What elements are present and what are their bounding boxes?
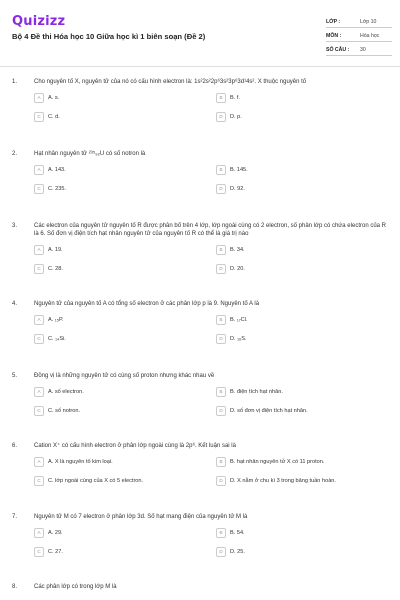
option-letter-box: A [34, 387, 44, 397]
answer-option-c[interactable] [34, 110, 210, 123]
option-letter-box: B [216, 245, 226, 255]
option-text: A. 19. [48, 246, 63, 253]
option-letter-box: C [34, 264, 44, 274]
worksheet-meta [326, 14, 392, 56]
answer-option-c[interactable] [34, 474, 210, 487]
option-letter-box: A [34, 528, 44, 538]
option-letter-box: D [216, 112, 226, 122]
question-number: 2. [12, 151, 18, 157]
meta-value: Hóa học [360, 33, 380, 39]
meta-row-class [326, 14, 392, 28]
meta-row-subject [326, 28, 392, 42]
meta-label: SỐ CÂU : [326, 47, 350, 53]
option-text: C. 27. [48, 548, 63, 555]
answer-option-b[interactable] [216, 526, 392, 539]
option-letter-box: C [34, 547, 44, 557]
answer-option-a[interactable] [34, 455, 210, 468]
header-divider [0, 66, 400, 67]
option-letter-box: D [216, 264, 226, 274]
meta-label: MÔN : [326, 33, 342, 39]
option-letter-box: B [216, 528, 226, 538]
answer-option-a[interactable] [34, 91, 210, 104]
answer-option-a[interactable] [34, 163, 210, 176]
question [0, 513, 400, 583]
meta-row-count [326, 42, 392, 56]
option-letter-box: B [216, 457, 226, 467]
option-letter-box: C [34, 406, 44, 416]
question-text: Các phân lớp có trong lớp M là [34, 584, 117, 590]
question-list [0, 78, 400, 600]
option-letter-box: C [34, 476, 44, 486]
option-text: A. số electron. [48, 388, 84, 395]
option-text: A. 143. [48, 166, 66, 173]
option-text: D. 25. [230, 548, 245, 555]
question-number: 6. [12, 443, 18, 449]
option-text: C. số notron. [48, 407, 81, 414]
question [0, 442, 400, 513]
answer-option-c[interactable] [34, 404, 210, 417]
answer-option-b[interactable] [216, 91, 392, 104]
option-letter-box: B [216, 387, 226, 397]
option-letter-box: D [216, 184, 226, 194]
question-text: Cho nguyên tố X, nguyên tử của nó có cấu hình electron là: 1s²2s²2p⁶3s²3p⁶3d¹4s². X thuộc nguyên tố [34, 79, 307, 85]
question [0, 150, 400, 222]
answer-option-a[interactable] [34, 385, 210, 398]
meta-value: 30 [360, 47, 366, 53]
option-text: D. p. [230, 113, 242, 120]
answer-option-b[interactable] [216, 313, 392, 326]
answer-option-a[interactable] [34, 313, 210, 326]
answer-option-b[interactable] [216, 243, 392, 256]
option-letter-box: A [34, 93, 44, 103]
question [0, 583, 400, 600]
answer-option-c[interactable] [34, 182, 210, 195]
option-letter-box: B [216, 165, 226, 175]
question-text: Nguyên tử M có 7 electron ở phân lớp 3d. Số hạt mang điện của nguyên tử M là [34, 514, 248, 520]
option-text: B. 34. [230, 246, 245, 253]
answer-option-c[interactable] [34, 545, 210, 558]
question-text: Hạt nhân nguyên tử ²³⁵₉₂U có số notron là [34, 151, 146, 157]
meta-label: LỚP : [326, 19, 341, 25]
option-letter-box: D [216, 476, 226, 486]
option-text: A. X là nguyên tố kim loại. [48, 458, 113, 465]
option-text: C. lớp ngoài cùng của X có 5 electron. [48, 477, 144, 484]
option-letter-box: C [34, 112, 44, 122]
question-number: 3. [12, 223, 18, 229]
answer-option-d[interactable] [216, 404, 392, 417]
answer-option-b[interactable] [216, 455, 392, 468]
answer-option-c[interactable] [34, 262, 210, 275]
question-text: Các electron của nguyên tử nguyên tố R được phân bố trên 4 lớp, lớp ngoài cùng có 2 electron, số phân lớp có chứa electron của R là 6. Số đơn vị điện tích hạt nhân nguyên tử của nguyên tố R có thể là giá trị nào [34, 223, 386, 237]
option-text: A. s. [48, 94, 60, 101]
answer-option-d[interactable] [216, 332, 392, 345]
option-letter-box: A [34, 245, 44, 255]
option-text: B. 54. [230, 529, 245, 536]
question [0, 222, 400, 300]
question-text: Đồng vị là những nguyên tử có cùng số proton nhưng khác nhau về [34, 373, 215, 379]
option-text: B. ₁₇Cl. [230, 316, 248, 323]
option-text: D. 92. [230, 185, 245, 192]
answer-option-a[interactable] [34, 243, 210, 256]
option-text: D. số đơn vị điện tích hạt nhân. [230, 407, 308, 414]
option-letter-box: D [216, 547, 226, 557]
answer-option-d[interactable] [216, 262, 392, 275]
option-text: B. điện tích hạt nhân. [230, 388, 283, 395]
answer-option-d[interactable] [216, 474, 392, 487]
answer-option-b[interactable] [216, 385, 392, 398]
question-text: Nguyên tử của nguyên tố A có tổng số electron ở các phân lớp p là 9. Nguyên tố A là [34, 301, 260, 307]
question-number: 8. [12, 584, 18, 590]
option-text: C. 28. [48, 265, 63, 272]
option-text: C. 235. [48, 185, 67, 192]
option-letter-box: A [34, 457, 44, 467]
question-number: 7. [12, 514, 18, 520]
question-number: 1. [12, 79, 18, 85]
quizizz-logo: Quizizz [12, 14, 66, 29]
question [0, 372, 400, 442]
option-text: A. 29. [48, 529, 63, 536]
option-text: D. X nằm ở chu kì 3 trong bảng tuần hoàn. [230, 477, 336, 484]
answer-option-d[interactable] [216, 110, 392, 123]
option-text: B. f. [230, 94, 240, 101]
option-text: C. ₁₄Si. [48, 335, 66, 342]
worksheet-title: Bộ 4 Đề thi Hóa học 10 Giữa học kì 1 biên soạn (Đề 2) [12, 32, 206, 41]
answer-option-a[interactable] [34, 526, 210, 539]
option-letter-box: A [34, 165, 44, 175]
question-text: Cation X⁺ có cấu hình electron ở phân lớp ngoài cùng là 2p⁶. Kết luận sai là [34, 443, 236, 449]
option-text: A. ₁₅P. [48, 316, 64, 323]
answer-option-d[interactable] [216, 545, 392, 558]
answer-option-b[interactable] [216, 163, 392, 176]
option-letter-box: A [34, 315, 44, 325]
option-letter-box: C [34, 184, 44, 194]
meta-value: Lớp 10 [360, 19, 377, 25]
option-letter-box: B [216, 93, 226, 103]
option-letter-box: D [216, 406, 226, 416]
option-text: C. d. [48, 113, 60, 120]
option-letter-box: B [216, 315, 226, 325]
option-letter-box: D [216, 334, 226, 344]
question [0, 78, 400, 150]
question [0, 300, 400, 372]
question-number: 5. [12, 373, 18, 379]
option-text: B. 145. [230, 166, 248, 173]
option-text: B. hạt nhân nguyên tử X có 11 proton. [230, 458, 325, 465]
answer-option-d[interactable] [216, 182, 392, 195]
option-letter-box: C [34, 334, 44, 344]
answer-option-c[interactable] [34, 332, 210, 345]
option-text: D. 20. [230, 265, 245, 272]
question-number: 4. [12, 301, 18, 307]
option-text: D. ₁₆S. [230, 335, 247, 342]
